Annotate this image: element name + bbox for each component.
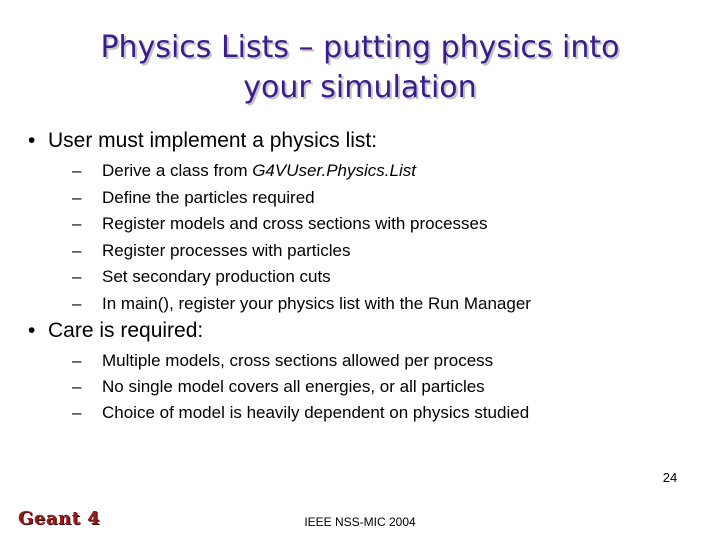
list-item-text: Set secondary production cuts: [102, 267, 331, 287]
slide-title-line-2: your simulation: [243, 70, 477, 105]
page-number: 24: [662, 470, 678, 485]
dash-symbol: –: [72, 403, 82, 422]
list-item: [72, 348, 529, 374]
list-item-text: Register processes with particles: [102, 240, 351, 260]
list-item: [72, 264, 531, 291]
list-item: [72, 185, 531, 212]
list-item: [72, 400, 529, 426]
list-item-text: No single model covers all energies, or all particles: [102, 377, 485, 396]
bullet-care-required-text: Care is required:: [48, 319, 204, 342]
list-item-text: Multiple models, cross sections allowed per process: [102, 351, 494, 370]
list-item: [72, 374, 529, 400]
list-item-emphasis: G4VUser.Physics.List: [252, 161, 416, 180]
dash-symbol: –: [72, 293, 82, 313]
list-item-text: Register models and cross sections with processes: [102, 214, 488, 234]
bullet-care-required: [28, 318, 203, 344]
list-item: [72, 238, 531, 265]
bullet-symbol: •: [28, 129, 36, 152]
dash-symbol: –: [72, 351, 82, 370]
dash-symbol: –: [72, 187, 82, 207]
dash-symbol: –: [72, 267, 82, 287]
care-subitems: [72, 348, 529, 426]
bullet-symbol: •: [28, 319, 36, 342]
footer-text: IEEE NSS-MIC 2004: [304, 515, 416, 529]
slide-title-line-1: Physics Lists – putting physics into: [100, 30, 620, 65]
list-item-prefix: Derive a class from: [102, 161, 253, 180]
dash-symbol: –: [72, 240, 82, 260]
list-item: [72, 291, 531, 318]
list-item-text: Define the particles required: [102, 187, 315, 207]
list-item-text: Choice of model is heavily dependent on physics studied: [102, 403, 530, 422]
bullet-physics-list: [28, 128, 377, 154]
physics-list-subitems: [72, 158, 531, 318]
list-item: [72, 158, 531, 185]
dash-symbol: –: [72, 161, 82, 180]
geant4-logo: Geant 4: [18, 508, 101, 529]
bullet-physics-list-text: User must implement a physics list:: [48, 129, 378, 152]
dash-symbol: –: [72, 377, 82, 396]
slide-title: [40, 28, 680, 108]
dash-symbol: –: [72, 214, 82, 234]
list-item-text: In main(), register your physics list with the Run Manager: [102, 293, 531, 313]
list-item: [72, 211, 531, 238]
